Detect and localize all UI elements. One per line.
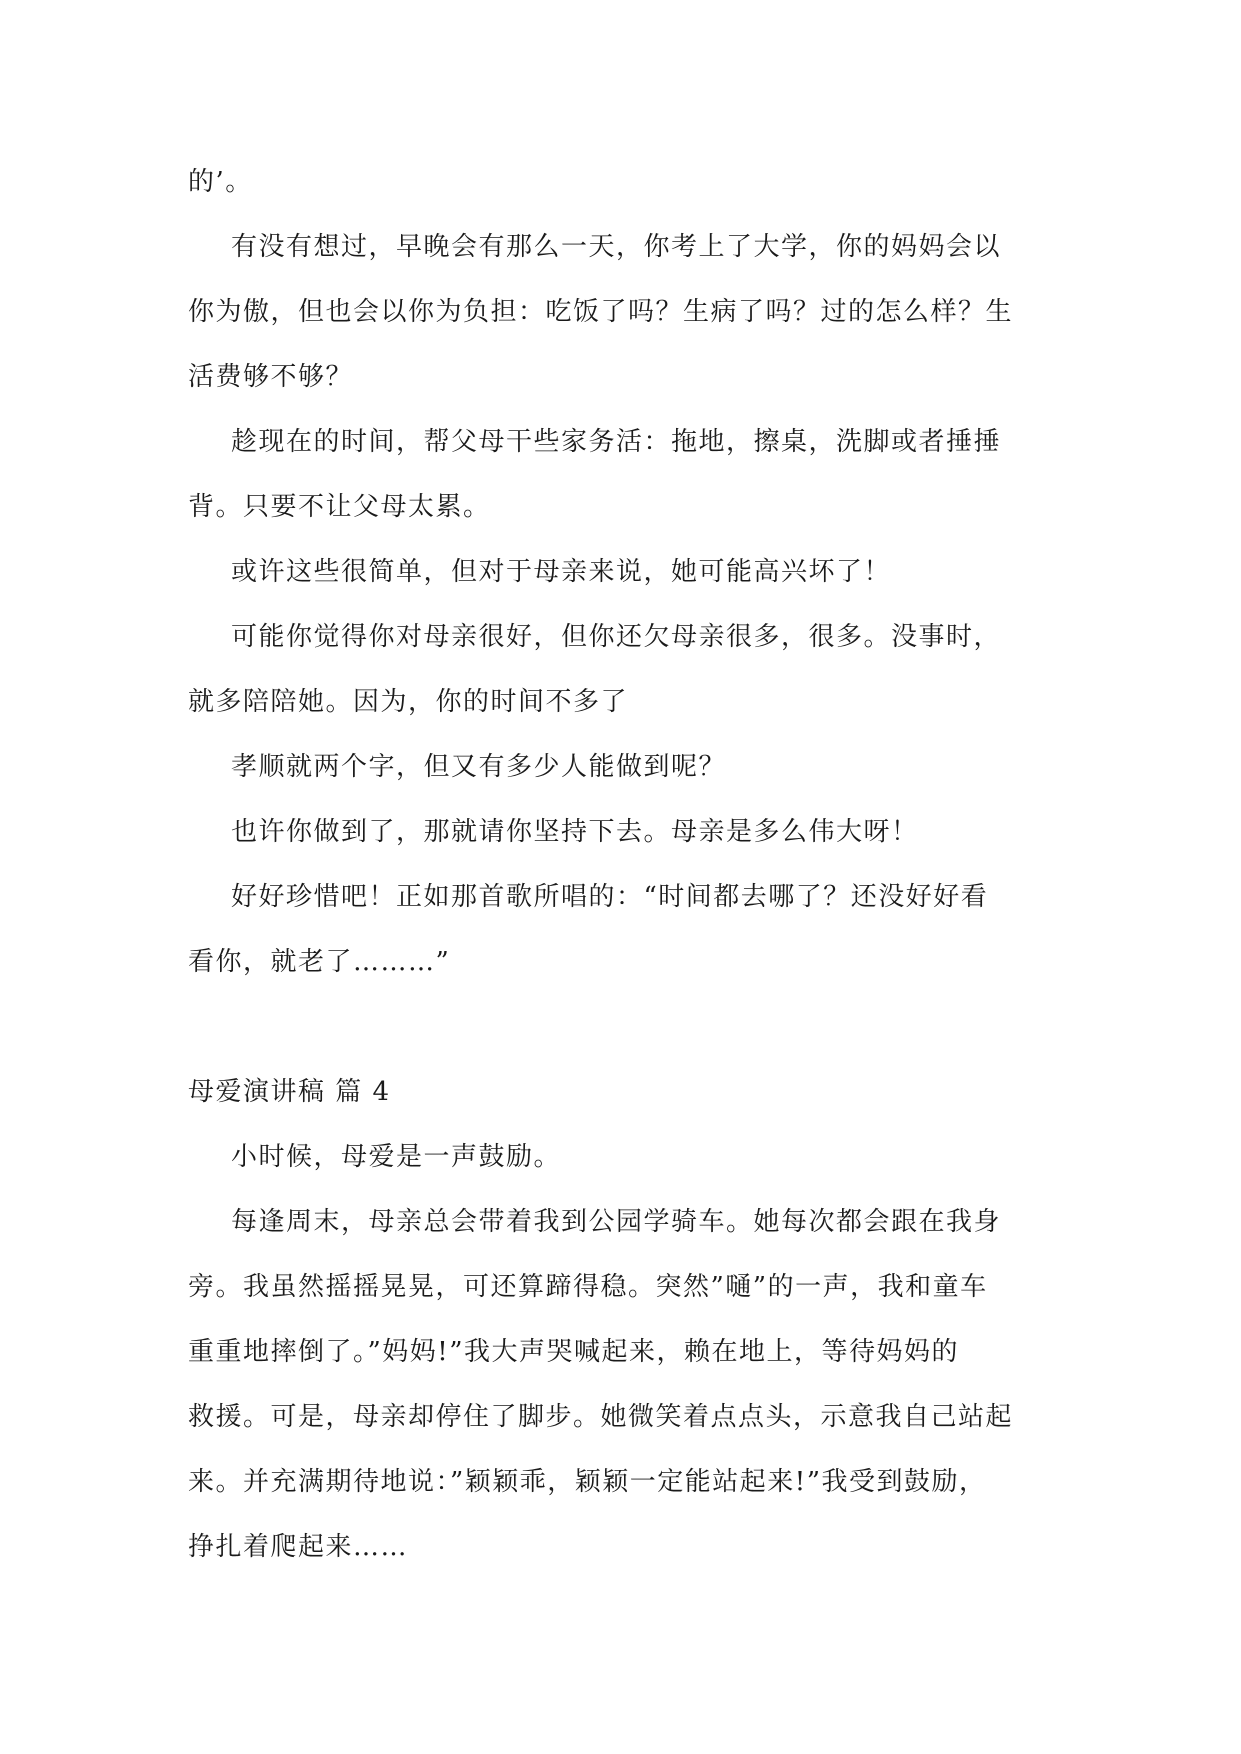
paragraph-line: 活费够不够？ [188,362,354,392]
paragraph-line: 背。只要不让父母太累。 [188,492,491,522]
paragraph-line: 趁现在的时间，帮父母干些家务活：拖地，擦桌，洗脚或者捶捶 [231,427,1002,457]
paragraph-line: 孝顺就两个字，但又有多少人能做到呢？ [231,752,727,782]
paragraph-line: 每逢周末，母亲总会带着我到公园学骑车。她每次都会跟在我身 [231,1207,1002,1237]
section-2-body [188,1125,1058,1580]
section-title: 母爱演讲稿 篇 4 [188,1077,391,1107]
paragraph-line: 来。并充满期待地说：”颖颖乖，颖颖一定能站起来!”我受到鼓励， [188,1467,987,1497]
paragraph-line: 你为傲，但也会以你为负担：吃饭了吗？生病了吗？过的怎么样？生 [188,297,1014,327]
paragraph-line: 有没有想过，早晚会有那么一天，你考上了大学，你的妈妈会以 [231,232,1002,262]
paragraph-line: 的’。 [188,167,253,197]
paragraph-line: 挣扎着爬起来…… [188,1532,409,1562]
paragraph-line: 就多陪陪她。因为，你的时间不多了 [188,687,629,717]
paragraph-line: 旁。我虽然摇摇晃晃，可还算蹄得稳。突然”嗵”的一声，我和童车 [188,1272,988,1302]
paragraph-line: 也许你做到了，那就请你坚持下去。母亲是多么伟大呀！ [231,817,919,847]
paragraph-line: 重重地摔倒了。”妈妈!”我大声哭喊起来，赖在地上，等待妈妈的 [188,1337,960,1367]
paragraph-line: 小时候，母爱是一声鼓励。 [231,1142,562,1172]
section-1-body [188,150,1058,995]
paragraph-line: 救援。可是，母亲却停住了脚步。她微笑着点点头，示意我自己站起 [188,1402,1014,1432]
paragraph-line: 可能你觉得你对母亲很好，但你还欠母亲很多，很多。没事时， [231,622,1002,652]
paragraph-line: 看你，就老了………” [188,947,451,977]
paragraph-line: 好好珍惜吧！正如那首歌所唱的：“时间都去哪了？还没好好看 [231,882,989,912]
paragraph-line: 或许这些很简单，但对于母亲来说，她可能高兴坏了！ [231,557,892,587]
